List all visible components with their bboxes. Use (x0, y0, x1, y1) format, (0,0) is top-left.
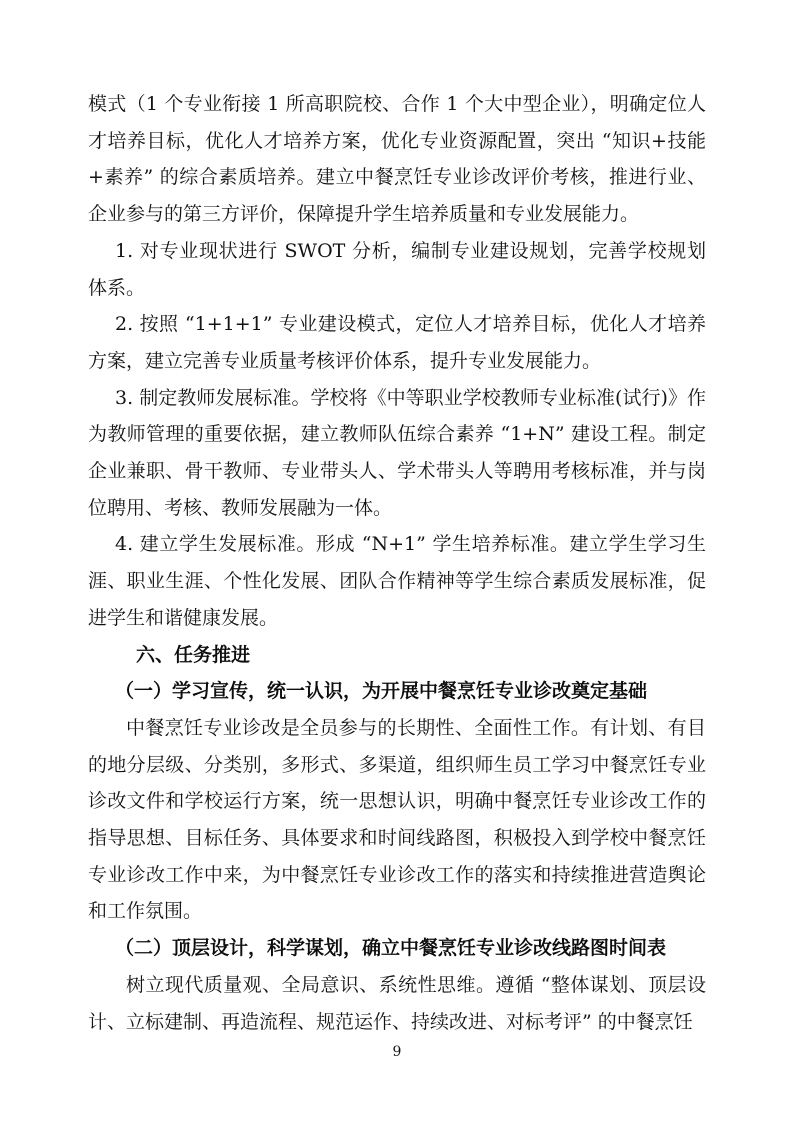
page-number: 9 (392, 1044, 402, 1060)
body-paragraph-2-cut-off: 树立现代质量观、全局意识、系统性思维。遵循 “整体谋划、顶层设计、立标建制、再造流程、规范运作、持续改进、对标考评” 的中餐烹饪 (88, 973, 706, 1033)
section-heading-six-task-advancement: 六、任务推进 (136, 643, 251, 666)
numbered-item-3: 3. 制定教师发展标准。学校将《中等职业学校教师专业标准(试行)》作为教师管理的重要依据，建立教师队伍综合素养 “1+N” 建设工程。制定企业兼职、骨干教师、专业带头人、学术带头人等聘用考核标准，并与岗位聘用、考核、教师发展融为一体。 (88, 386, 706, 519)
numbered-item-2: 2. 按照 “1+1+1” 专业建设模式，定位人才培养目标，优化人才培养方案，建立完善专业质量考核评价体系，提升专业发展能力。 (88, 313, 706, 372)
subsection-heading-1: （一）学习宣传，统一认识，为开展中餐烹饪专业诊改奠定基础 (115, 680, 648, 703)
body-paragraph-1: 中餐烹饪专业诊改是全员参与的长期性、全面性工作。有计划、有目的地分层级、分类别，多形式、多渠道，组织师生员工学习中餐烹饪专业诊改文件和学校运行方案，统一思想认识，明确中餐烹饪专业诊改工作的指导思想、目标任务、具体要求和时间线路图，积极投入到学校中餐烹饪专业诊改工作中来，为中餐烹饪专业诊改工作的落实和持续推进营造舆论和工作氛围。 (88, 716, 706, 923)
paragraph-continued-from-previous-page: 模式（1 个专业衔接 1 所高职院校、合作 1 个大中型企业），明确定位人才培养目标，优化人才培养方案，优化专业资源配置，突出 “知识+技能+素养” 的综合素质培养。建立中餐烹饪专业诊改评价考核，推进行业、企业参与的第三方评价，保障提升学生培养质量和专业发展能力。 (88, 93, 706, 226)
numbered-item-1: 1. 对专业现状进行 SWOT 分析，编制专业建设规划，完善学校规划体系。 (88, 239, 706, 299)
subsection-heading-2: （二）顶层设计，科学谋划，确立中餐烹饪专业诊改线路图时间表 (115, 937, 667, 960)
numbered-item-4: 4. 建立学生发展标准。形成 “N+1” 学生培养标准。建立学生学习生涯、职业生涯、个性化发展、团队合作精神等学生综合素质发展标准，促进学生和谐健康发展。 (88, 533, 706, 629)
